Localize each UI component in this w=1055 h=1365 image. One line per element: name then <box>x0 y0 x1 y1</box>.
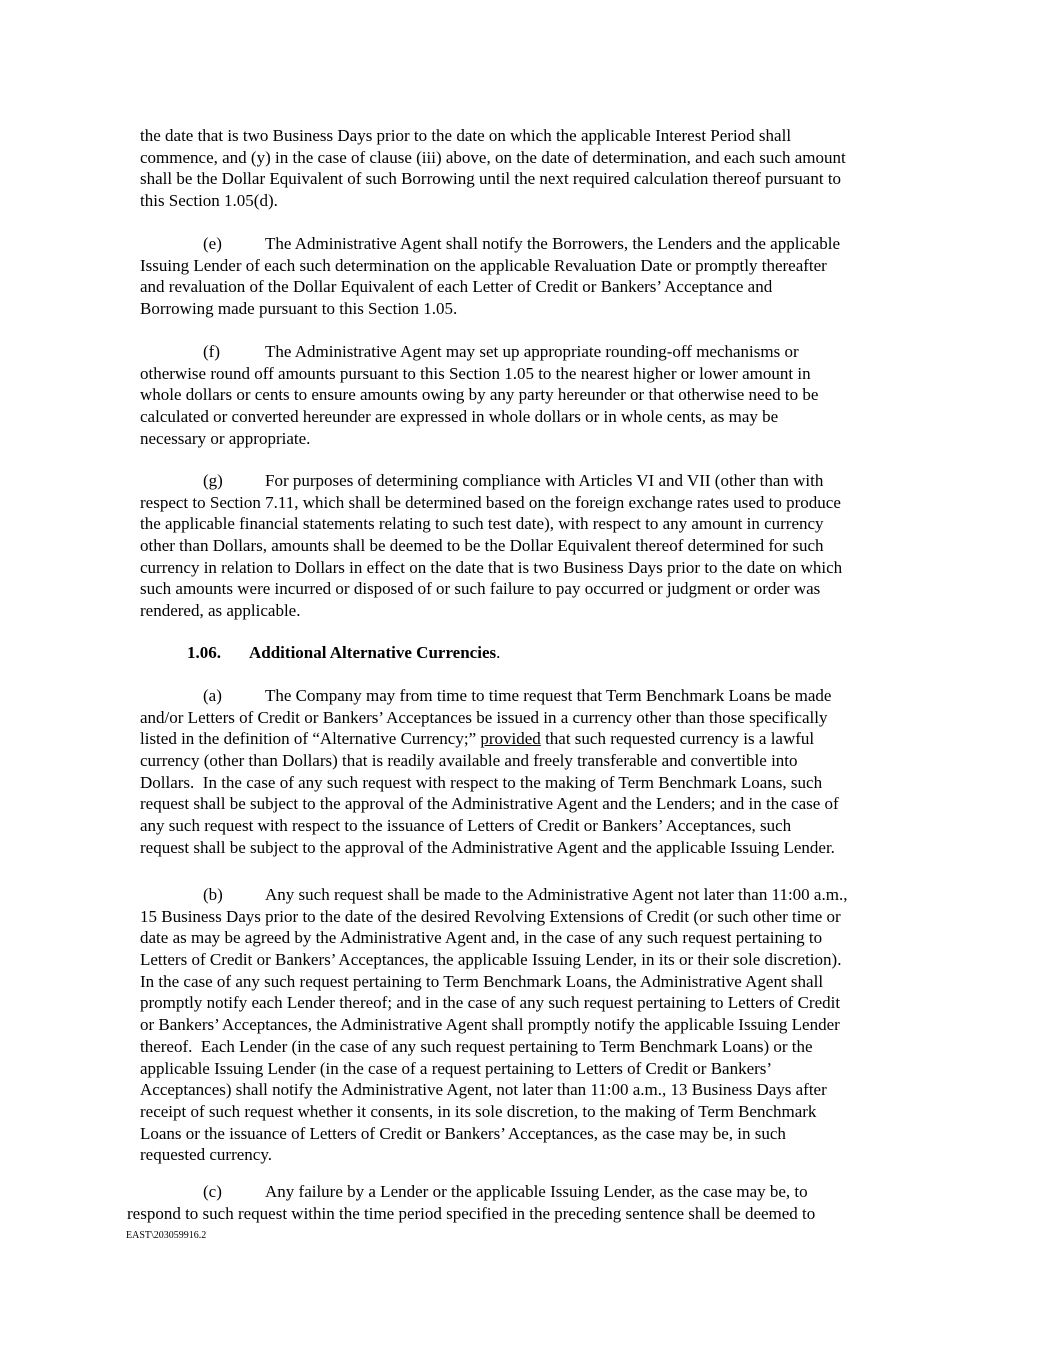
text-line: shall be the Dollar Equivalent of such Borrowing until the next required calculation thereof pursuant to <box>140 169 842 189</box>
text-line: rendered, as applicable. <box>140 601 301 621</box>
text-line <box>140 233 940 255</box>
text-line: and revaluation of the Dollar Equivalent of each Letter of Credit or Bankers’ Acceptance and <box>140 277 773 297</box>
clause-first-line: Any failure by a Lender or the applicable Issuing Lender, as the case may be, to <box>265 1182 808 1201</box>
text-line: respond to such request within the time period specified in the preceding sentence shall be deemed to <box>127 1203 816 1223</box>
text-line: the applicable financial statements relating to such test date), with respect to any amount in currency <box>140 514 824 534</box>
clause-first-line: The Administrative Agent may set up appropriate rounding-off mechanisms or <box>265 342 799 361</box>
text-line: Acceptances) shall notify the Administrative Agent, not later than 11:00 a.m., 13 Business Days after <box>140 1080 827 1100</box>
text-line: or Bankers’ Acceptances, the Administrative Agent shall promptly notify the applicable Issuing Lender <box>140 1015 840 1035</box>
clause-number: (e) <box>203 234 222 253</box>
text-line: receipt of such request whether it consents, in its sole discretion, to the making of Term Benchmark <box>140 1101 817 1121</box>
clause-first-line: The Company may from time to time request that Term Benchmark Loans be made <box>265 686 832 705</box>
clause-number: (b) <box>203 885 223 904</box>
text-line: promptly notify each Lender thereof; and in the case of any such request pertaining to Letters of Credit <box>140 993 841 1013</box>
text-line: Loans or the issuance of Letters of Credit or Bankers’ Acceptances, as the case may be, in such <box>140 1123 786 1143</box>
section-number: 1.06. <box>187 643 221 662</box>
text-line <box>140 470 940 492</box>
text-line: In the case of any such request pertaining to Term Benchmark Loans, the Administrative Agent shall <box>140 971 824 991</box>
text-line: other than Dollars, amounts shall be deemed to be the Dollar Equivalent thereof determined for such <box>140 536 824 556</box>
paragraph-g <box>140 470 940 622</box>
section-title: Additional Alternative Currencies <box>249 643 497 662</box>
document-id-footer: EAST\203059916.2 <box>126 1230 207 1241</box>
clause-first-line: For purposes of determining compliance with Articles VI and VII (other than with <box>265 471 824 490</box>
provided-term: provided <box>480 729 541 749</box>
paragraph-e <box>140 233 940 320</box>
text-line: calculated or converted hereunder are expressed in whole dollars or in whole cents, as may be <box>140 407 779 427</box>
text-line: requested currency. <box>140 1145 272 1165</box>
text-line: applicable Issuing Lender (in the case of a request pertaining to Letters of Credit or Bankers’ <box>140 1058 773 1078</box>
text-line: such amounts were incurred or disposed of or such failure to pay occurred or judgment or order was <box>140 579 821 599</box>
text-line: 15 Business Days prior to the date of the desired Revolving Extensions of Credit (or such other time or <box>140 906 841 926</box>
text-line: Issuing Lender of each such determination on the applicable Revaluation Date or promptly thereafter <box>140 255 827 275</box>
text-segment: that such requested currency is a lawful <box>540 729 815 749</box>
text-line: the date that is two Business Days prior to the date on which the applicable Interest Period shall <box>140 126 792 145</box>
text-line: Borrowing made pursuant to this Section 1.05. <box>140 299 458 319</box>
text-line: request shall be subject to the approval of the Administrative Agent and the applicable Issuing Lender. <box>140 837 835 857</box>
text-line: any such request with respect to the issuance of Letters of Credit or Bankers’ Acceptances, such <box>140 816 792 836</box>
text-line: and/or Letters of Credit or Bankers’ Acceptances be issued in a currency other than those specifically <box>140 707 828 727</box>
text-line: Letters of Credit or Bankers’ Acceptances, the applicable Issuing Lender, in its or their sole discretion). <box>140 950 842 970</box>
clause-number: (c) <box>203 1182 222 1201</box>
text-line: necessary or appropriate. <box>140 428 311 448</box>
text-line: thereof. Each Lender (in the case of any such request pertaining to Term Benchmark Loans) or the <box>140 1036 813 1056</box>
text-line: currency (other than Dollars) that is readily available and freely transferable and convertible into <box>140 751 798 771</box>
paragraph-c <box>127 1181 940 1224</box>
section-heading <box>187 642 500 664</box>
clause-first-line: Any such request shall be made to the Administrative Agent not later than 11:00 a.m., <box>265 885 848 904</box>
text-line: this Section 1.05(d). <box>140 191 278 211</box>
text-line: otherwise round off amounts pursuant to this Section 1.05 to the nearest higher or lower amount in <box>140 363 811 383</box>
text-line <box>140 728 940 750</box>
text-line: Dollars. In the case of any such request with respect to the making of Term Benchmark Loans, such <box>140 772 823 792</box>
text-line: currency in relation to Dollars in effect on the date that is two Business Days prior to the date on which <box>140 557 843 577</box>
text-line <box>140 341 940 363</box>
section-period: . <box>496 643 501 662</box>
text-line <box>140 884 940 906</box>
paragraph-f <box>140 341 940 449</box>
text-line <box>140 1181 940 1203</box>
clause-number: (f) <box>203 342 220 361</box>
text-line: request shall be subject to the approval of the Administrative Agent and the Lenders; and in the case of <box>140 794 839 814</box>
text-line <box>140 685 940 707</box>
text-line: respect to Section 7.11, which shall be determined based on the foreign exchange rates used to produce <box>140 492 841 512</box>
text-line: whole dollars or cents to ensure amounts owing by any party hereunder or that otherwise need to be <box>140 385 819 405</box>
paragraph-continuation <box>140 125 940 212</box>
clause-first-line: The Administrative Agent shall notify the Borrowers, the Lenders and the applicable <box>265 234 841 253</box>
text-segment: listed in the definition of “Alternative Currency;” <box>140 729 481 749</box>
clause-number: (g) <box>203 471 223 490</box>
paragraph-b <box>140 884 940 1166</box>
paragraph-a <box>140 685 940 859</box>
text-line: commence, and (y) in the case of clause (iii) above, on the date of determination, and each such amount <box>140 147 846 167</box>
text-line: date as may be agreed by the Administrative Agent and, in the case of any such request pertaining to <box>140 928 823 948</box>
clause-number: (a) <box>203 686 222 705</box>
